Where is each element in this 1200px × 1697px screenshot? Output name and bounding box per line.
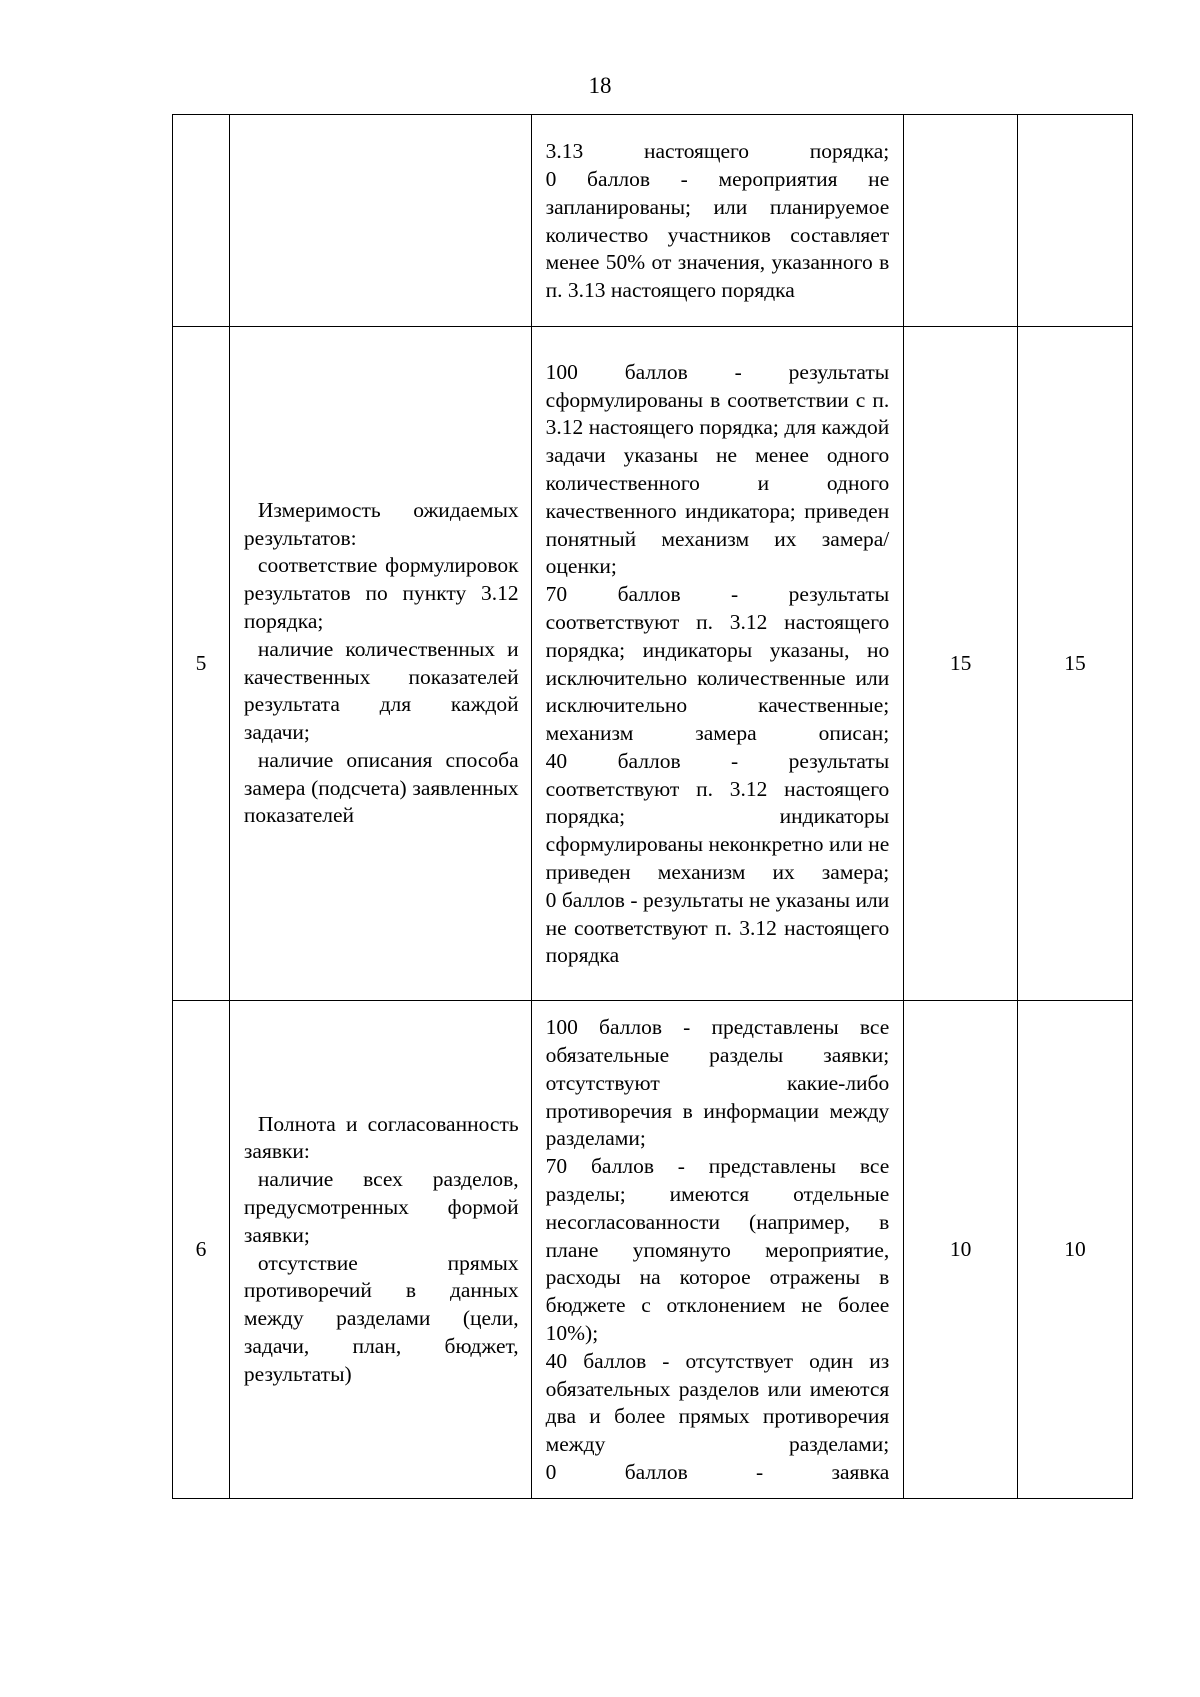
- row-number: 6: [173, 1001, 230, 1499]
- max-score-cell: 10: [904, 1001, 1018, 1499]
- weight-cell: [1018, 115, 1133, 327]
- description-cell: [531, 327, 904, 1001]
- row-number: 5: [173, 327, 230, 1001]
- description-paragraph: 70 баллов - представлены все разделы; имеются отдельные несогласованности (например, в плане упомянуто мероприятие, расходы на которое отражены в бюджете с отклонением не более 10%);: [545, 1154, 890, 1345]
- criterion-cell: [229, 115, 531, 327]
- criterion-item: наличие количественных и качественных показателей результата для каждой задачи;: [243, 636, 519, 745]
- criterion-title: Полнота и согласованность заявки:: [243, 1111, 519, 1164]
- criterion-cell: [229, 327, 531, 1001]
- max-score-cell: 15: [904, 327, 1018, 1001]
- criterion-item: соответствие формулировок результатов по пункту 3.12 порядка;: [243, 553, 519, 633]
- description-paragraph: 100 баллов - результаты сформулированы в соответствии с п. 3.12 настоящего порядка; для каждой задачи указаны не менее одного количественного и одного качественного индикатора; приведен понятный механизм их замера/оценки;: [545, 359, 890, 579]
- weight-cell: 10: [1018, 1001, 1133, 1499]
- description-cell: [531, 115, 904, 327]
- criterion-item: наличие всех разделов, предусмотренных формой заявки;: [243, 1167, 519, 1247]
- description-paragraph: 100 баллов - представлены все обязательные разделы заявки; отсутствуют какие-либо противоречия в информации между разделами;: [545, 1015, 890, 1151]
- description-paragraph: 0 баллов - мероприятия не запланированы; или планируемое количество участников составляет менее 50% от значения, указанного в п. 3.13 настоящего порядка: [545, 166, 890, 303]
- description-paragraph: 40 баллов - результаты соответствуют п. 3.12 настоящего порядка; индикаторы сформулированы неконкретно или не приведен механизм их замера;: [545, 748, 890, 885]
- description-cell: [531, 1001, 904, 1499]
- row-number: [173, 115, 230, 327]
- page-number: 18: [588, 73, 612, 98]
- description-paragraph: 40 баллов - отсутствует один из обязательных разделов или имеются два и более прямых противоречия между разделами;: [545, 1348, 890, 1457]
- max-score-cell: [904, 115, 1018, 327]
- weight-cell: 15: [1018, 327, 1133, 1001]
- criteria-table: [172, 114, 1133, 1499]
- table-row: [173, 327, 1133, 1001]
- description-paragraph: 70 баллов - результаты соответствуют п. 3.12 настоящего порядка; индикаторы указаны, но исключительно количественные или исключительно качественные; механизм замера описан;: [545, 582, 890, 746]
- description-paragraph: 3.13 настоящего порядка;: [545, 139, 890, 164]
- criterion-cell: [229, 1001, 531, 1499]
- criterion-item: наличие описания способа замера (подсчета) заявленных показателей: [243, 747, 519, 828]
- description-paragraph: 0 баллов - результаты не указаны или не соответствуют п. 3.12 настоящего порядка: [545, 887, 890, 968]
- criterion-title: Измеримость ожидаемых результатов:: [243, 497, 519, 550]
- table-row: [173, 115, 1133, 327]
- criterion-item: отсутствие прямых противоречий в данных между разделами (цели, задачи, план, бюджет, результаты): [243, 1250, 519, 1386]
- description-paragraph: 0 баллов - заявка: [545, 1459, 890, 1484]
- table-row: [173, 1001, 1133, 1499]
